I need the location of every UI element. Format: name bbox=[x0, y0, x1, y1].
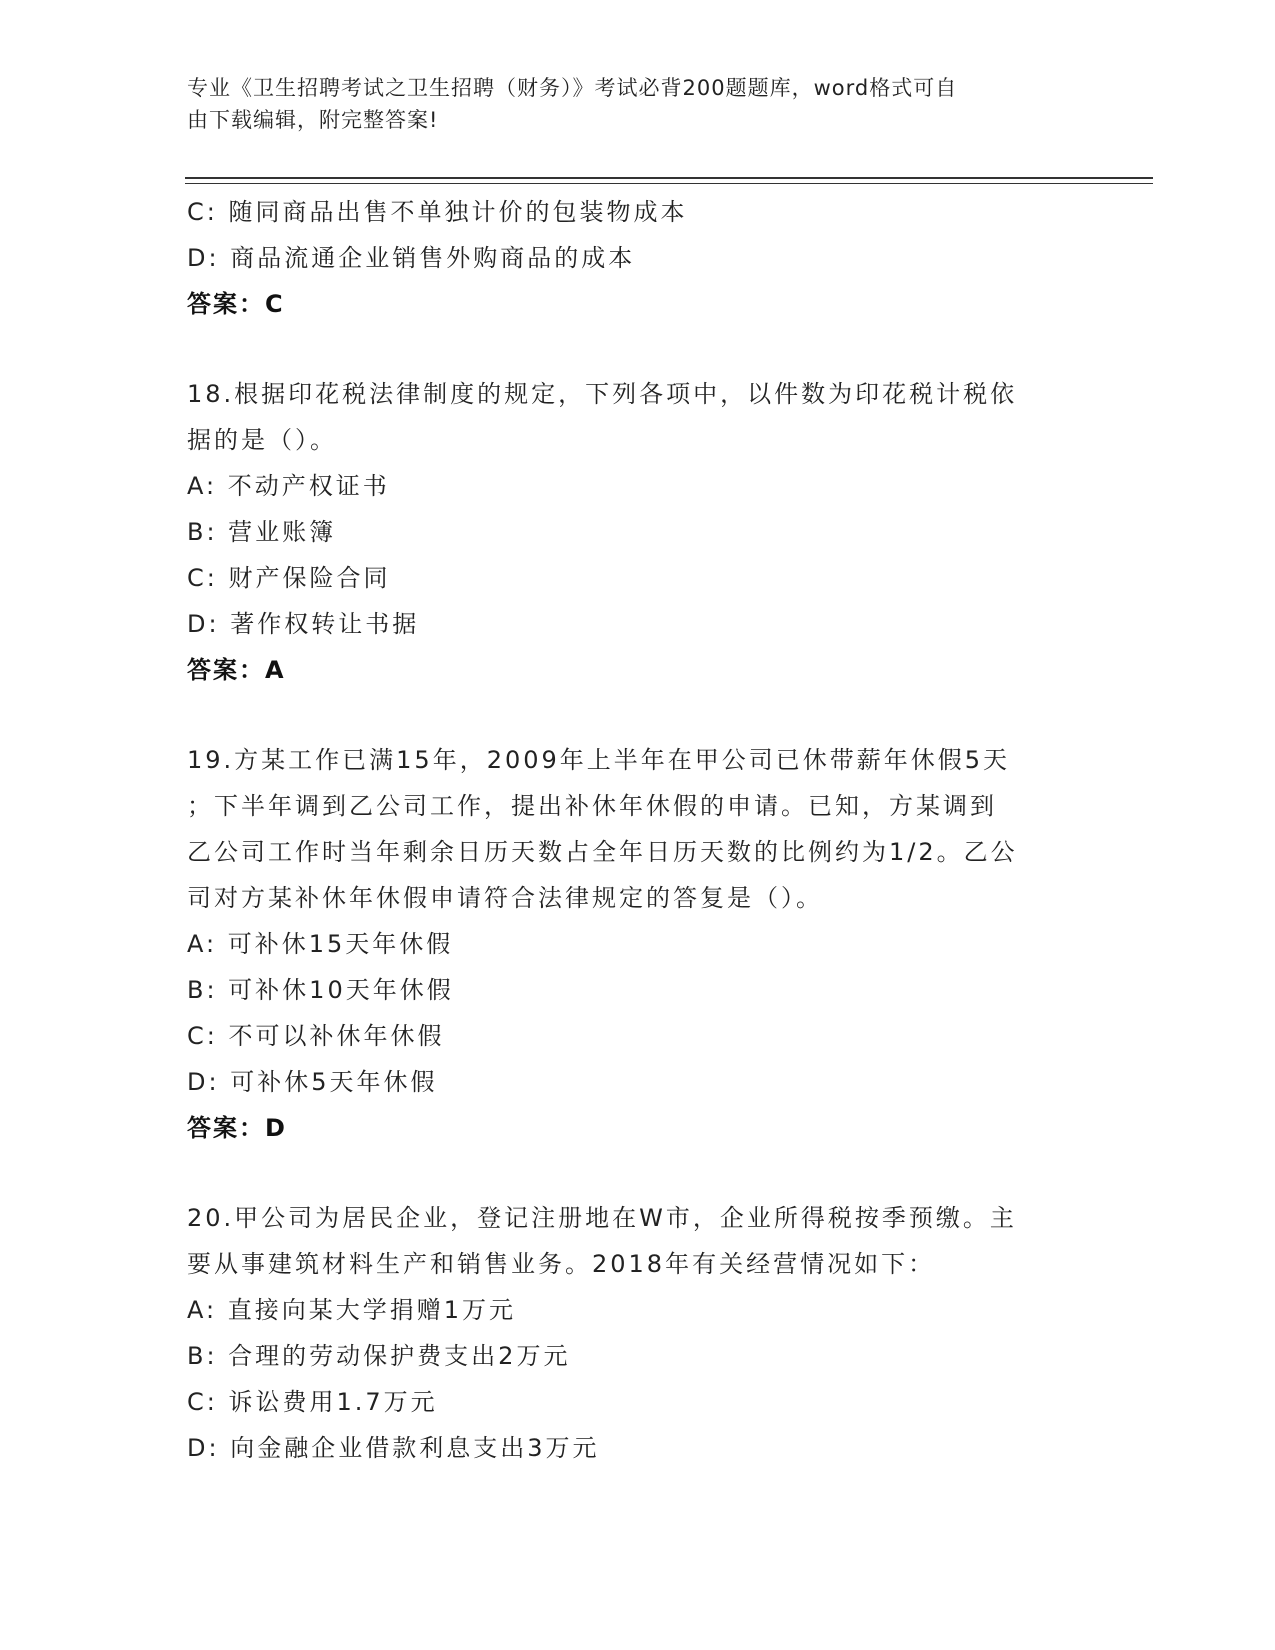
option-a: A: 直接向某大学捐赠1万元 bbox=[187, 1296, 516, 1324]
question-stem-line: 据的是（）。 bbox=[187, 426, 337, 454]
option-b: B: 可补休10天年休假 bbox=[187, 976, 454, 1004]
option-d: D: 著作权转让书据 bbox=[187, 610, 420, 638]
question-gap bbox=[187, 1151, 1087, 1195]
option-a: A: 可补休15天年休假 bbox=[187, 930, 454, 958]
question-stem-line: 18.根据印花税法律制度的规定，下列各项中，以件数为印花税计税依 bbox=[187, 380, 1018, 408]
question-stem-line: 司对方某补休年休假申请符合法律规定的答复是（）。 bbox=[187, 884, 823, 912]
answer-label: 答案：D bbox=[187, 1114, 287, 1142]
question-19 bbox=[187, 737, 1087, 1151]
header-title-line-1: 专业《卫生招聘考试之卫生招聘（财务）》考试必背200题题库，word格式可自 bbox=[187, 76, 958, 100]
question-stem-line: 要从事建筑材料生产和销售业务。2018年有关经营情况如下： bbox=[187, 1250, 936, 1278]
option-b: B: 合理的劳动保护费支出2万元 bbox=[187, 1342, 571, 1370]
header-divider-thin bbox=[185, 183, 1153, 184]
option-d: D: 可补休5天年休假 bbox=[187, 1068, 438, 1096]
question-stem-line: 20.甲公司为居民企业，登记注册地在W市，企业所得税按季预缴。主 bbox=[187, 1204, 1017, 1232]
question-gap bbox=[187, 693, 1087, 737]
question-20 bbox=[187, 1195, 1087, 1471]
option-d: D: 商品流通企业销售外购商品的成本 bbox=[187, 244, 636, 272]
option-c: C: 财产保险合同 bbox=[187, 564, 391, 592]
question-17-tail bbox=[187, 189, 1087, 327]
option-a: A: 不动产权证书 bbox=[187, 472, 390, 500]
question-gap bbox=[187, 327, 1087, 371]
question-stem-line: 19.方某工作已满15年，2009年上半年在甲公司已休带薪年休假5天 bbox=[187, 746, 1011, 774]
option-c: C: 随同商品出售不单独计价的包装物成本 bbox=[187, 198, 688, 226]
page-header bbox=[187, 72, 1087, 136]
question-stem-line: 乙公司工作时当年剩余日历天数占全年日历天数的比例约为1/2。乙公 bbox=[187, 838, 1018, 866]
header-divider-thick bbox=[185, 177, 1153, 179]
option-c: C: 不可以补休年休假 bbox=[187, 1022, 445, 1050]
answer-label: 答案：C bbox=[187, 290, 285, 318]
option-d: D: 向金融企业借款利息支出3万元 bbox=[187, 1434, 600, 1462]
option-b: B: 营业账簿 bbox=[187, 518, 337, 546]
header-title-line-2: 由下载编辑，附完整答案! bbox=[187, 108, 439, 132]
question-18 bbox=[187, 371, 1087, 693]
option-c: C: 诉讼费用1.7万元 bbox=[187, 1388, 438, 1416]
question-stem-line: ；下半年调到乙公司工作，提出补休年休假的申请。已知，方某调到 bbox=[187, 792, 997, 820]
answer-label: 答案：A bbox=[187, 656, 286, 684]
question-list bbox=[187, 189, 1087, 1471]
